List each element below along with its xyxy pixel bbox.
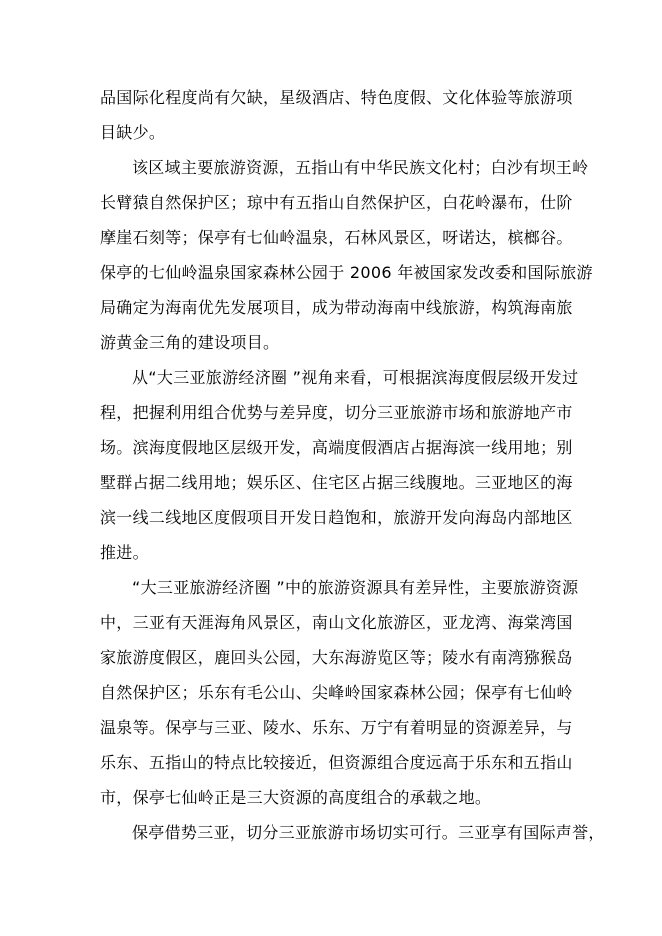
text-line: 游黄金三角的建设项目。: [100, 333, 280, 352]
text-line: 墅群占据二线用地；娱乐区、住宅区占据三线腹地。三亚地区的海: [100, 473, 573, 492]
text-line: 中，三亚有天涯海角风景区，南山文化旅游区，亚龙湾、海棠湾国: [100, 613, 573, 632]
text-line: 保亭的七仙岭温泉国家森林公园于 2006 年被国家发改委和国际旅游: [100, 263, 593, 282]
text-line: 目缺少。: [100, 123, 166, 142]
text-line: 场。滨海度假地区层级开发，高端度假酒店占据海滨一线用地；别: [100, 438, 573, 457]
text-line: 温泉等。保亭与三亚、陵水、乐东、万宁有着明显的资源差异，与: [100, 718, 573, 737]
text-line: 推进。: [100, 543, 149, 562]
text-line: 局确定为海南优先发展项目，成为带动海南中线旅游，构筑海南旅: [100, 298, 573, 317]
text-line: 品国际化程度尚有欠缺，星级酒店、特色度假、文化体验等旅游项: [100, 88, 573, 107]
text-line: 该区域主要旅游资源，五指山有中华民族文化村；白沙有坝王岭: [132, 158, 589, 177]
text-line: 自然保护区；乐东有毛公山、尖峰岭国家森林公园；保亭有七仙岭: [100, 683, 573, 702]
text-line: 家旅游度假区，鹿回头公园，大东海游览区等；陵水有南湾猕猴岛: [100, 648, 573, 667]
text-line: 摩崖石刻等；保亭有七仙岭温泉，石林风景区，呀诺达，槟榔谷。: [100, 228, 573, 247]
text-line: 市，保亭七仙岭正是三大资源的高度组合的承载之地。: [100, 788, 492, 807]
text-line: 保亭借势三亚，切分三亚旅游市场切实可行。三亚享有国际声誉，: [132, 823, 605, 842]
text-line: 从“大三亚旅游经济圈 ”视角来看，可根据滨海度假层级开发过: [132, 368, 579, 387]
text-line: 滨一线二线地区度假项目开发日趋饱和，旅游开发向海岛内部地区: [100, 508, 573, 527]
text-line: “大三亚旅游经济圈 ”中的旅游资源具有差异性，主要旅游资源: [132, 578, 579, 597]
text-line: 乐东、五指山的特点比较接近，但资源组合度远高于乐东和五指山: [100, 753, 573, 772]
text-line: 程，把握利用组合优势与差异度，切分三亚旅游市场和旅游地产市: [100, 403, 573, 422]
text-line: 长臂猿自然保护区；琼中有五指山自然保护区，白花岭瀑布，仕阶: [100, 193, 573, 212]
